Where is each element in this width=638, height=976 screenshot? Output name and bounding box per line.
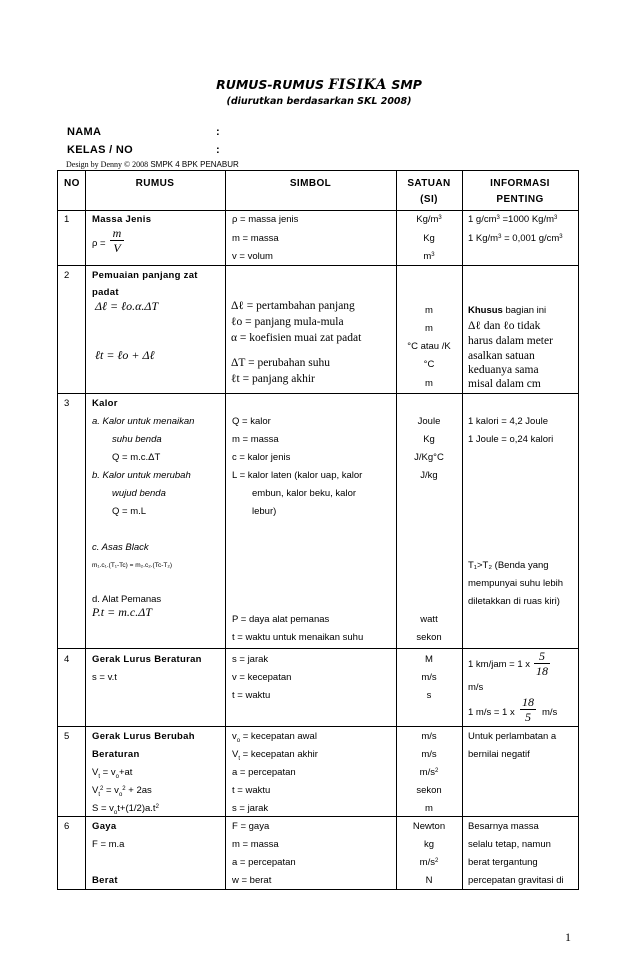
document-title: RUMUS-RUMUS FISIKA SMP (216, 77, 422, 93)
unit-text: sekon (416, 632, 442, 643)
symbol-text: P = daya alat pemanas (232, 614, 330, 625)
rho-label: ρ = (92, 238, 106, 249)
nama-label: NAMA (67, 126, 102, 138)
unit-text: Joule (417, 416, 441, 427)
symbol-text: a = percepatan (232, 857, 296, 868)
symbol-text: a = percepatan (232, 767, 296, 778)
sub-item: wujud benda (112, 488, 166, 499)
unit-text: Newton (412, 821, 446, 832)
row-title: Berat (92, 875, 118, 886)
final-length-formula: ℓt = ℓo + Δℓ (95, 348, 155, 362)
sub-item: suhu benda (112, 434, 162, 445)
unit-text: s (426, 690, 432, 701)
info-text: asalkan satuan (468, 350, 535, 362)
formula-text: P.t = m.c.ΔT (92, 605, 152, 619)
row-title: Massa Jenis (92, 214, 152, 225)
kelas-label: KELAS / NO (67, 144, 133, 156)
conversion-fraction: 18 5 (522, 695, 534, 724)
unit-text: M (425, 654, 433, 665)
row-number: 5 (64, 731, 70, 742)
header-no: NO (64, 178, 80, 189)
row-title: Gerak Lurus Beraturan (92, 654, 202, 665)
info-text: berat tergantung (468, 857, 538, 868)
document-subtitle: (diurutkan berdasarkan SKL 2008) (226, 96, 412, 107)
row-number: 2 (64, 270, 70, 281)
row-number: 4 (64, 654, 70, 665)
formula-text: Q = m.L (112, 506, 147, 517)
unit-text: $Kg/m^3$ (416, 214, 442, 225)
row-title: Pemuaian panjang zat (92, 270, 198, 281)
symbol-text: m = massa (232, 839, 279, 850)
symbol-text: s = jarak (232, 654, 269, 665)
row-title: Gaya (92, 821, 117, 832)
symbol-text: α = koefisien muai zat padat (231, 332, 362, 344)
formula-text: m₁.c₁.(T₁-Tc) = m₂.c₂.(Tc-T₂) (92, 562, 173, 569)
unit-text: J/Kg°C (414, 452, 444, 463)
unit-text: $m^3$ (423, 251, 435, 262)
info-text: selalu tetap, namun (468, 839, 551, 850)
header-satuan: SATUAN (407, 178, 451, 189)
symbol-text: ℓt = panjang akhir (231, 373, 315, 385)
row-number: 1 (64, 214, 70, 225)
formula-text: $V_t = v_o+at$ (92, 767, 133, 780)
symbol-text: embun, kalor beku, kalor (252, 488, 357, 499)
info-text: 1 km/jam = 1 x (468, 659, 531, 670)
row-title: Gerak Lurus Berubah (92, 731, 195, 742)
unit-text: m/s (421, 672, 437, 683)
unit-text: J/kg (420, 470, 438, 481)
info-text: Khusus bagian ini (468, 305, 547, 316)
info-text: mempunyai suhu lebih (468, 578, 564, 589)
formula-text: s = v.t (92, 672, 117, 683)
kelas-colon: : (216, 144, 220, 156)
info-text: 1 $Kg/m^3 = 0,001$ $g/cm^3$ (468, 233, 563, 244)
nama-colon: : (216, 126, 220, 138)
density-fraction: m V (110, 227, 124, 254)
row-title-cont: Beraturan (92, 749, 140, 760)
conversion-fraction: 5 18 (536, 649, 548, 678)
unit-text: m/s (421, 731, 437, 742)
sub-item: d. Alat Pemanas (92, 594, 162, 605)
unit-text: kg (423, 839, 435, 850)
info-text: T₁>T₂ (Benda yang (468, 560, 549, 571)
info-text: 1 Joule = o,24 kalori (468, 434, 554, 445)
symbol-text: ℓo = panjang mula-mula (231, 316, 344, 328)
info-text: m/s (468, 682, 484, 693)
info-text: m/s (542, 707, 558, 718)
formula-text: $S = v_ot+(1/2)a.t^2$ (92, 803, 159, 816)
info-text: bernilai negatif (468, 749, 530, 760)
symbol-text: v = volum (232, 251, 273, 262)
header-satuan-si: (SI) (420, 194, 438, 205)
unit-text: sekon (416, 785, 442, 796)
unit-text: °C (423, 359, 435, 370)
expansion-formula: Δℓ = ℓo.α.ΔT (95, 299, 159, 313)
symbol-text: ΔT = perubahan suhu (231, 357, 330, 369)
info-text: diletakkan di ruas kiri) (468, 596, 560, 607)
header-informasi: INFORMASI (490, 178, 550, 189)
unit-text: m (425, 323, 433, 334)
unit-text: Kg (423, 434, 435, 445)
symbol-text: m = massa (232, 434, 279, 445)
info-text: keduanya sama (468, 364, 539, 376)
symbol-text: t = waktu untuk menaikan suhu (232, 632, 364, 643)
symbol-text: L = kalor laten (kalor uap, kalor (232, 470, 363, 481)
unit-text: m (425, 803, 433, 814)
sub-item: b. Kalor untuk merubah (92, 470, 191, 481)
info-text: Besarnya massa (468, 821, 539, 832)
design-credit: Design by Denny © 2008 SMPK 4 BPK PENABUR (66, 160, 239, 169)
symbol-text: m = massa (232, 233, 279, 244)
symbol-text: $v_o$ = kecepatan awal (232, 731, 317, 744)
symbol-text: w = berat (232, 875, 272, 886)
formula-text: $V_t^2 = v_o^2 + 2as$ (92, 785, 152, 798)
info-text: 1 kalori = 4,2 Joule (468, 416, 549, 427)
info-text: 1 m/s = 1 x (468, 707, 515, 718)
header-simbol: SIMBOL (289, 178, 332, 189)
symbol-text: $V_t$ = kecepatan akhir (232, 749, 318, 762)
row-number: 3 (64, 398, 70, 409)
sub-item: c. Asas Black (92, 542, 149, 553)
unit-text: $m/s^2$ (419, 857, 439, 868)
formula-text: Q = m.c.ΔT (112, 452, 161, 463)
info-text: misal dalam cm (468, 378, 541, 390)
info-text: harus dalam meter (468, 335, 553, 347)
unit-text: watt (420, 614, 438, 625)
formula-text: F = m.a (92, 839, 125, 850)
unit-text: N (425, 875, 433, 886)
symbol-text: F = gaya (232, 821, 270, 832)
unit-text: m/s (421, 749, 437, 760)
info-text: Untuk perlambatan a (468, 731, 557, 742)
unit-text: $m/s^2$ (419, 767, 439, 778)
row-title: Kalor (92, 398, 118, 409)
info-text: 1 $g/cm^3 =1000$ $Kg/m^3$ (468, 214, 558, 225)
row-number: 6 (64, 821, 70, 832)
symbol-text: lebur) (252, 506, 277, 517)
symbol-text: t = waktu (232, 690, 271, 701)
info-text: Δℓ dan ℓo tidak (468, 320, 541, 332)
row-title-cont: padat (92, 287, 119, 298)
unit-text: m (425, 378, 433, 389)
info-text: percepatan gravitasi di (468, 875, 564, 886)
symbol-text: v = kecepatan (232, 672, 292, 683)
symbol-text: t = waktu (232, 785, 271, 796)
symbol-text: Δℓ = pertambahan panjang (231, 300, 355, 312)
unit-text: Kg (423, 233, 435, 244)
unit-text: m (425, 305, 433, 316)
unit-text: °C atau /K (407, 341, 451, 352)
symbol-text: c = kalor jenis (232, 452, 291, 463)
symbol-text: s = jarak (232, 803, 269, 814)
page-number: 1 (565, 930, 571, 944)
symbol-text: ρ = massa jenis (232, 214, 299, 225)
header-penting: PENTING (496, 194, 544, 205)
sub-item: a. Kalor untuk menaikan (92, 416, 195, 427)
symbol-text: Q = kalor (232, 416, 271, 427)
header-rumus: RUMUS (135, 178, 175, 189)
